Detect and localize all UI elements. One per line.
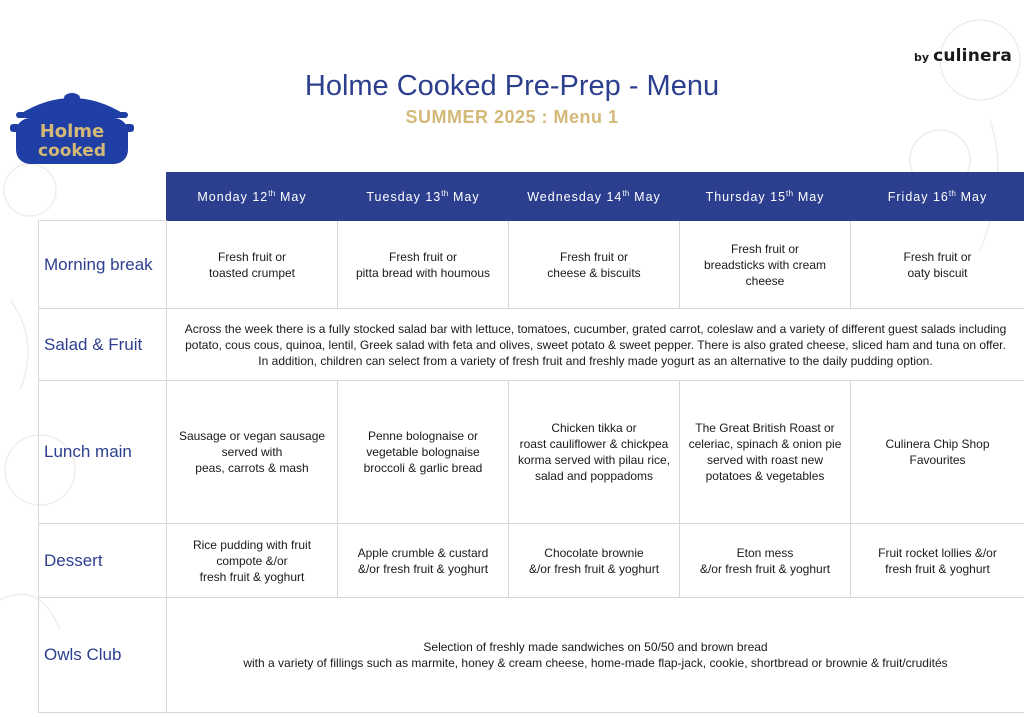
day-header-monday: Monday 12th May — [167, 173, 338, 221]
owls-line-2: with a variety of fillings such as marmite, honey & cream cheese, home-made flap-jack, cookie, shortbread or brownie & fruit/crudités — [243, 656, 948, 670]
dessert-monday: Rice pudding with fruit compote &/or fresh fruit & yoghurt — [167, 524, 338, 598]
row-label-owls-club: Owls Club — [39, 598, 167, 713]
salad-line-1: Across the week there is a fully stocked salad bar with lettuce, tomatoes, cucumber, grated carrot, coleslaw and a variety of different guest salads including — [184, 321, 1007, 336]
salad-line-3: In addition, children can select from a variety of fresh fruit and freshly made yogurt as an alternative to the daily pudding option. — [258, 353, 933, 368]
day-header-thursday: Thursday 15th May — [680, 173, 851, 221]
owls-club-description — [167, 598, 1024, 713]
row-label-morning-break: Morning break — [39, 221, 167, 309]
dessert-thursday: Eton mess &/or fresh fruit & yoghurt — [680, 524, 851, 598]
brand-by-label: by — [914, 51, 930, 64]
culinera-brand — [914, 46, 1012, 66]
dessert-tuesday: Apple crumble & custard &/or fresh fruit & yoghurt — [338, 524, 509, 598]
row-lunch-main — [39, 381, 1024, 524]
day-header-wednesday: Wednesday 14th May — [509, 173, 680, 221]
dessert-wednesday: Chocolate brownie &/or fresh fruit & yoghurt — [509, 524, 680, 598]
header-corner — [39, 173, 167, 221]
brand-name: culinera — [933, 46, 1012, 66]
morning-break-monday: Fresh fruit or toasted crumpet — [167, 221, 338, 309]
lunch-main-monday: Sausage or vegan sausage served with peas, carrots & mash — [167, 381, 338, 524]
lunch-main-tuesday: Penne bolognaise or vegetable bolognaise broccoli & garlic bread — [338, 381, 509, 524]
row-salad-fruit — [39, 309, 1024, 381]
salad-line-2: potato, cous cous, quinoa, lentil, Greek salad with feta and olives, sweet potato & sweet pepper. There is also grated cheese, sliced ham and tuna on offer. — [185, 337, 1006, 352]
row-dessert — [39, 524, 1024, 598]
owls-line-1: Selection of freshly made sandwiches on 50/50 and brown bread — [423, 640, 768, 654]
page-title: Holme Cooked Pre-Prep - Menu — [304, 70, 720, 102]
row-label-lunch-main: Lunch main — [39, 381, 167, 524]
morning-break-thursday: Fresh fruit or breadsticks with cream cheese — [680, 221, 851, 309]
lunch-main-friday: Culinera Chip Shop Favourites — [851, 381, 1024, 524]
row-label-dessert: Dessert — [39, 524, 167, 598]
salad-fruit-description — [167, 309, 1024, 381]
day-header-friday: Friday 16th May — [851, 173, 1024, 221]
menu-subtitle: SUMMER 2025 : Menu 1 — [405, 107, 619, 127]
morning-break-friday: Fresh fruit or oaty biscuit — [851, 221, 1024, 309]
logo-line2: cooked — [38, 141, 106, 161]
row-morning-break — [39, 221, 1024, 309]
lunch-main-wednesday: Chicken tikka or roast cauliflower & chickpea korma served with pilau rice, salad and poppadoms — [509, 381, 680, 524]
day-header-row — [39, 173, 1024, 221]
morning-break-wednesday: Fresh fruit or cheese & biscuits — [509, 221, 680, 309]
morning-break-tuesday: Fresh fruit or pitta bread with houmous — [338, 221, 509, 309]
lunch-main-thursday: The Great British Roast or celeriac, spinach & onion pie served with roast new potatoes & vegetables — [680, 381, 851, 524]
row-label-salad-fruit: Salad & Fruit — [39, 309, 167, 381]
dessert-friday: Fruit rocket lollies &/or fresh fruit & yoghurt — [851, 524, 1024, 598]
row-owls-club — [39, 598, 1024, 713]
logo-line1: Holme — [39, 121, 105, 142]
weekly-menu-table — [38, 172, 1024, 713]
day-header-tuesday: Tuesday 13th May — [338, 173, 509, 221]
